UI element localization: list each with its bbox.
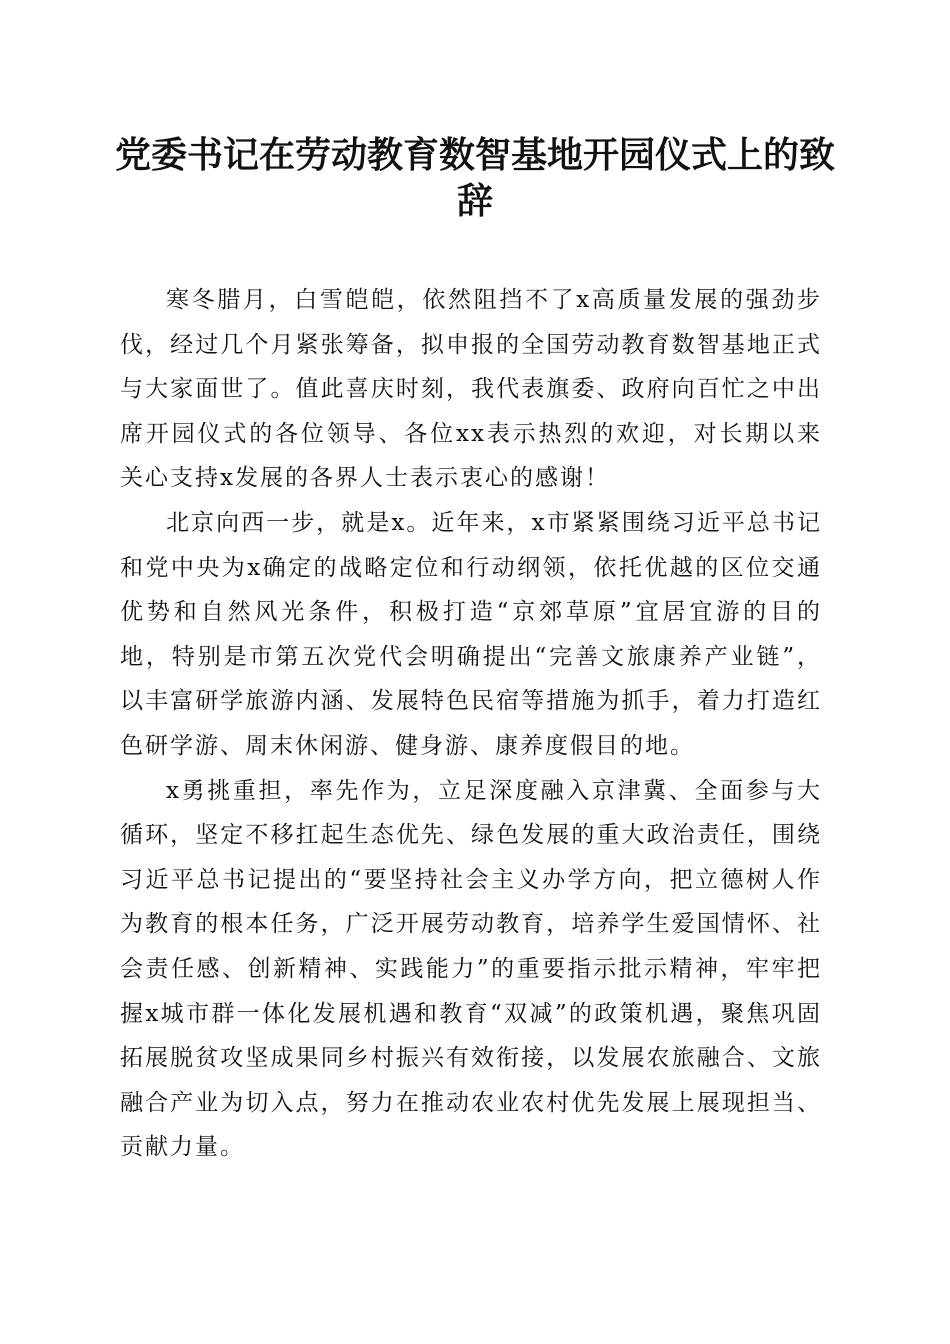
document-title: 党委书记在劳动教育数智基地开园仪式上的致辞: [114, 134, 835, 222]
paragraph-1: 寒冬腊月，白雪皑皑，依然阻挡不了x高质量发展的强劲步伐，经过几个月紧张筹备，拟申报的全国劳动教育数智基地正式与大家面世了。值此喜庆时刻，我代表旗委、政府向百忙之中出席开园仪式的各位领导、各位xx表示热烈的欢迎，对长期以来关心支持x发展的各界人士表示衷心的感谢！: [120, 287, 822, 492]
paragraph-2: 北京向西一步，就是x。近年来，x市紧紧围绕习近平总书记和党中央为x确定的战略定位和行动纲领，依托优越的区位交通优势和自然风光条件，积极打造“京郊草原”宜居宜游的目的地，特别是市第五次党代会明确提出“完善文旅康养产业链”，以丰富研学旅游内涵、发展特色民宿等措施为抓手，着力打造红色研学游、周末休闲游、健身游、康养度假目的地。: [120, 509, 822, 759]
paragraph-3: x勇挑重担，率先作为，立足深度融入京津冀、全面参与大循环，坚定不移扛起生态优先、绿色发展的重大政治责任，围绕习近平总书记提出的“要坚持社会主义办学方向，把立德树人作为教育的根本任务，广泛开展劳动教育，培养学生爱国情怀、社会责任感、创新精神、实践能力”的重要指示批示精神，牢牢把握x城市群一体化发展机遇和教育“双减”的政策机遇，聚焦巩固拓展脱贫攻坚成果同乡村振兴有效衔接，以发展农旅融合、文旅融合产业为切入点，努力在推动农业农村优先发展上展现担当、贡献力量。: [120, 777, 822, 1161]
document-body: [120, 278, 822, 1170]
